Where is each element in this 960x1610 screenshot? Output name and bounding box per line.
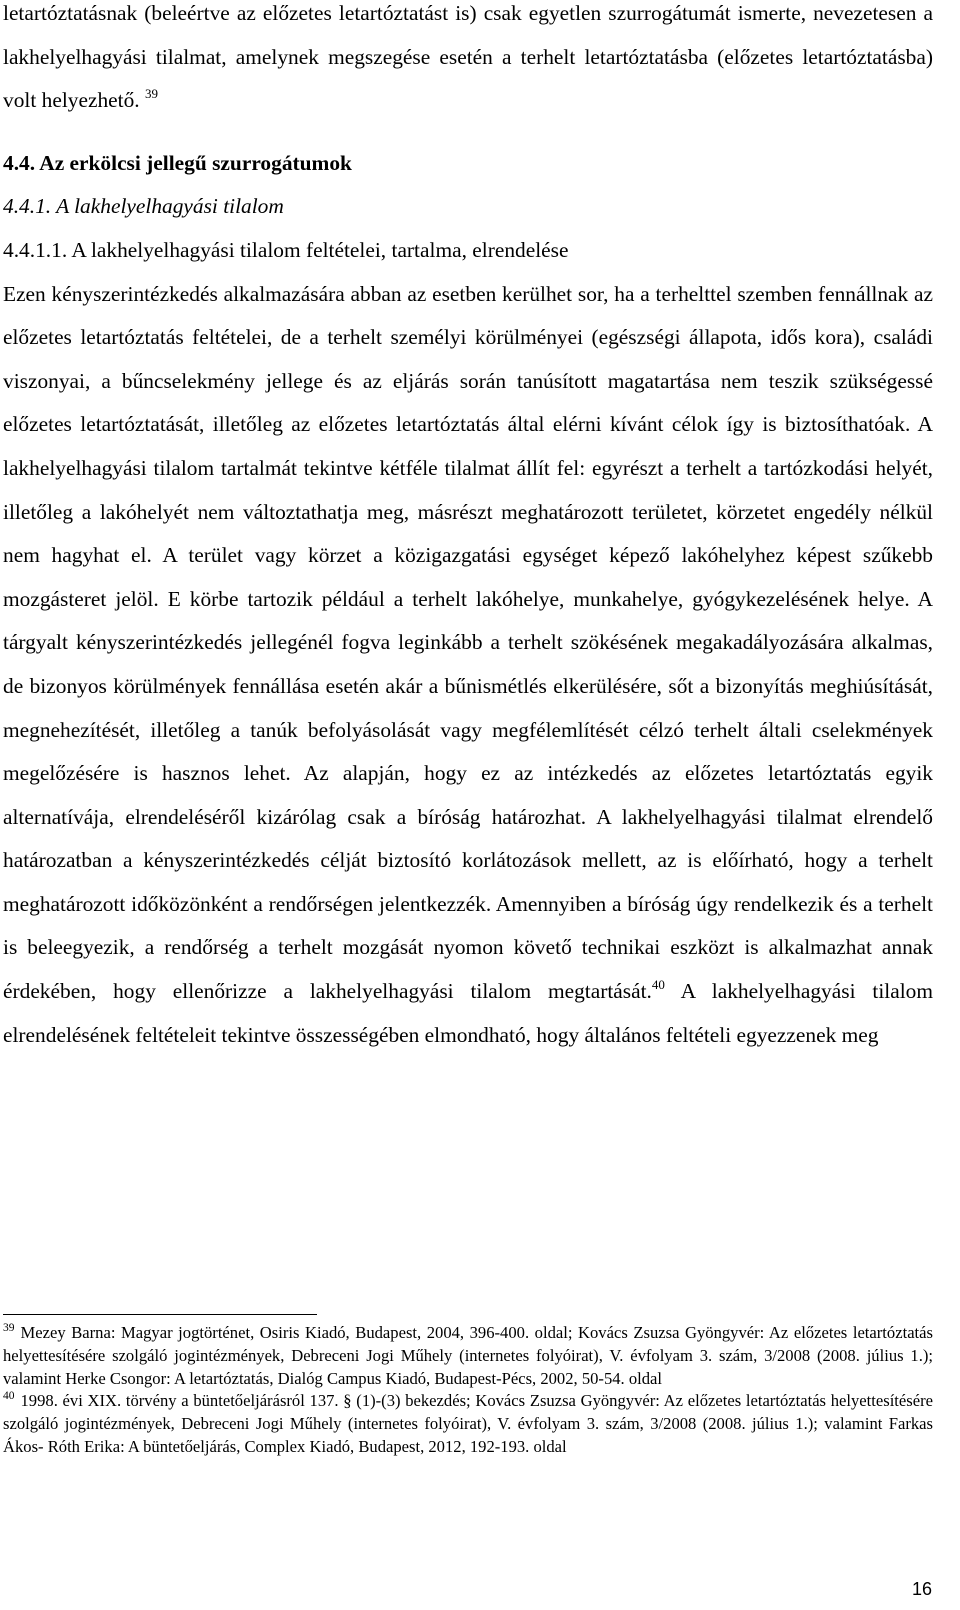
body-text-part2: A lakhelyelhagyási tilalom elrendelésének feltételeit tekintve összességében elmondható, hogy általános feltételi egyezzenek meg — [3, 979, 933, 1047]
footnote-number: 39 — [3, 1322, 15, 1334]
body-paragraph — [3, 273, 933, 1058]
footnote — [3, 1390, 933, 1458]
footnote-number: 40 — [3, 1390, 15, 1403]
subsubsection-heading: 4.4.1.1. A lakhelyelhagyási tilalom feltételei, tartalma, elrendelése — [3, 237, 569, 262]
footnote-text: 1998. évi XIX. törvény a büntetőeljárásról 137. § (1)-(3) bekezdés; Kovács Zsuzsa Gyöngyvér: Az előzetes letartóztatás helyettesítésére szolgáló jogintézmények, Debreceni Jogi Műhely (internetes folyóirat), V. évfolyam 3. szám, 3/2008 (2008. július 1.); valamint Farkas Ákos- Róth Erika: A büntetőeljárás, Complex Kiadó, Budapest, 2012, 192-193. oldal — [3, 1391, 933, 1456]
footnote-ref-39[interactable]: 39 — [144, 86, 158, 102]
footnote — [3, 1322, 933, 1390]
footnote-separator — [3, 1314, 317, 1315]
body-text-part1: Ezen kényszerintézkedés alkalmazására abban az esetben kerülhet sor, ha a terhelttel szemben fennállnak az előzetes letartóztatás feltételei, de a terhelt személyi körülményei (egészségi állapota, idős kora), családi viszonyai, a bűncselekmény jellege és az eljárás során tanúsított magatartása nem teszik szükségessé előzetes letartóztatását, illetőleg az előzetes letartóztatás által elérni kívánt célok így is biztosíthatóak. A lakhelyelhagyási tilalom tartalmát tekintve kétféle tilalmat állít fel: egyrészt a terhelt a tartózkodási helyét, illetőleg a lakóhelyét nem változtathatja meg, másrészt meghatározott területet, körzetet engedély nélkül nem hagyhat el. A terület vagy körzet a közigazgatási egységet képező lakóhelyhez képest szűkebb mozgásteret jelöl. E körbe tartozik például a terhelt lakóhelye, munkahelye, gyógykezelésének helye. A tárgyalt kényszerintézkedés jellegénél fogva leginkább a terhelt szökésének megakadályozására alkalmas, de bizonyos körülmények fennállása esetén akár a bűnismétlés elkerülésére, sőt a bizonyítás meghiúsítását, megnehezítését, illetőleg a tanúk befolyásolását vagy megfélemlítését célzó terhelt általi cselekmények megelőzésére is hasznos lehet. Az alapján, hogy ez az intézkedés az előzetes letartóztatás egyik alternatívája, elrendeléséről kizárólag csak a bíróság határozhat. A lakhelyelhagyási tilalmat elrendelő határozatban a kényszerintézkedés célját biztosító korlátozások mellett, az is előírható, hogy a terhelt meghatározott időközönként a rendőrségen jelentkezzék. Amennyiben a bíróság úgy rendelkezik és a terhelt is beleegyezik, a rendőrség a terhelt mozgását nyomon követő technikai eszközt is alkalmazhat annak érdekében, hogy ellenőrizze a lakhelyelhagyási tilalom megtartását. — [3, 281, 933, 1004]
footnotes — [3, 1322, 933, 1459]
footnote-ref-40[interactable]: 40 — [651, 977, 665, 993]
intro-paragraph — [3, 0, 933, 123]
section-heading: 4.4. Az erkölcsi jellegű szurrogátumok — [3, 150, 352, 175]
intro-text: letartóztatásnak (beleértve az előzetes letartóztatást is) csak egyetlen szurrogátumát ismerte, nevezetesen a lakhelyelhagyási tilalmat, amelynek megszegése esetén a terhelt letartóztatásba (előzetes letartóztatásba) volt helyezhető. — [3, 1, 933, 113]
document-page — [3, 0, 933, 1057]
page-number: 16 — [911, 1579, 932, 1599]
subsection-heading: 4.4.1. A lakhelyelhagyási tilalom — [3, 194, 284, 219]
footnote-text: Mezey Barna: Magyar jogtörténet, Osiris Kiadó, Budapest, 2004, 396-400. oldal; Kovács Zsuzsa Gyöngyvér: Az előzetes letartóztatás helyettesítésére szolgáló jogintézmények, Debreceni Jogi Műhely (internetes folyóirat), V. évfolyam 3. szám, 3/2008 (2008. július 1.); valamint Herke Csongor: A letartóztatás, Dialóg Campus Kiadó, Budapest-Pécs, 2002, 50-54. oldal — [3, 1323, 933, 1388]
